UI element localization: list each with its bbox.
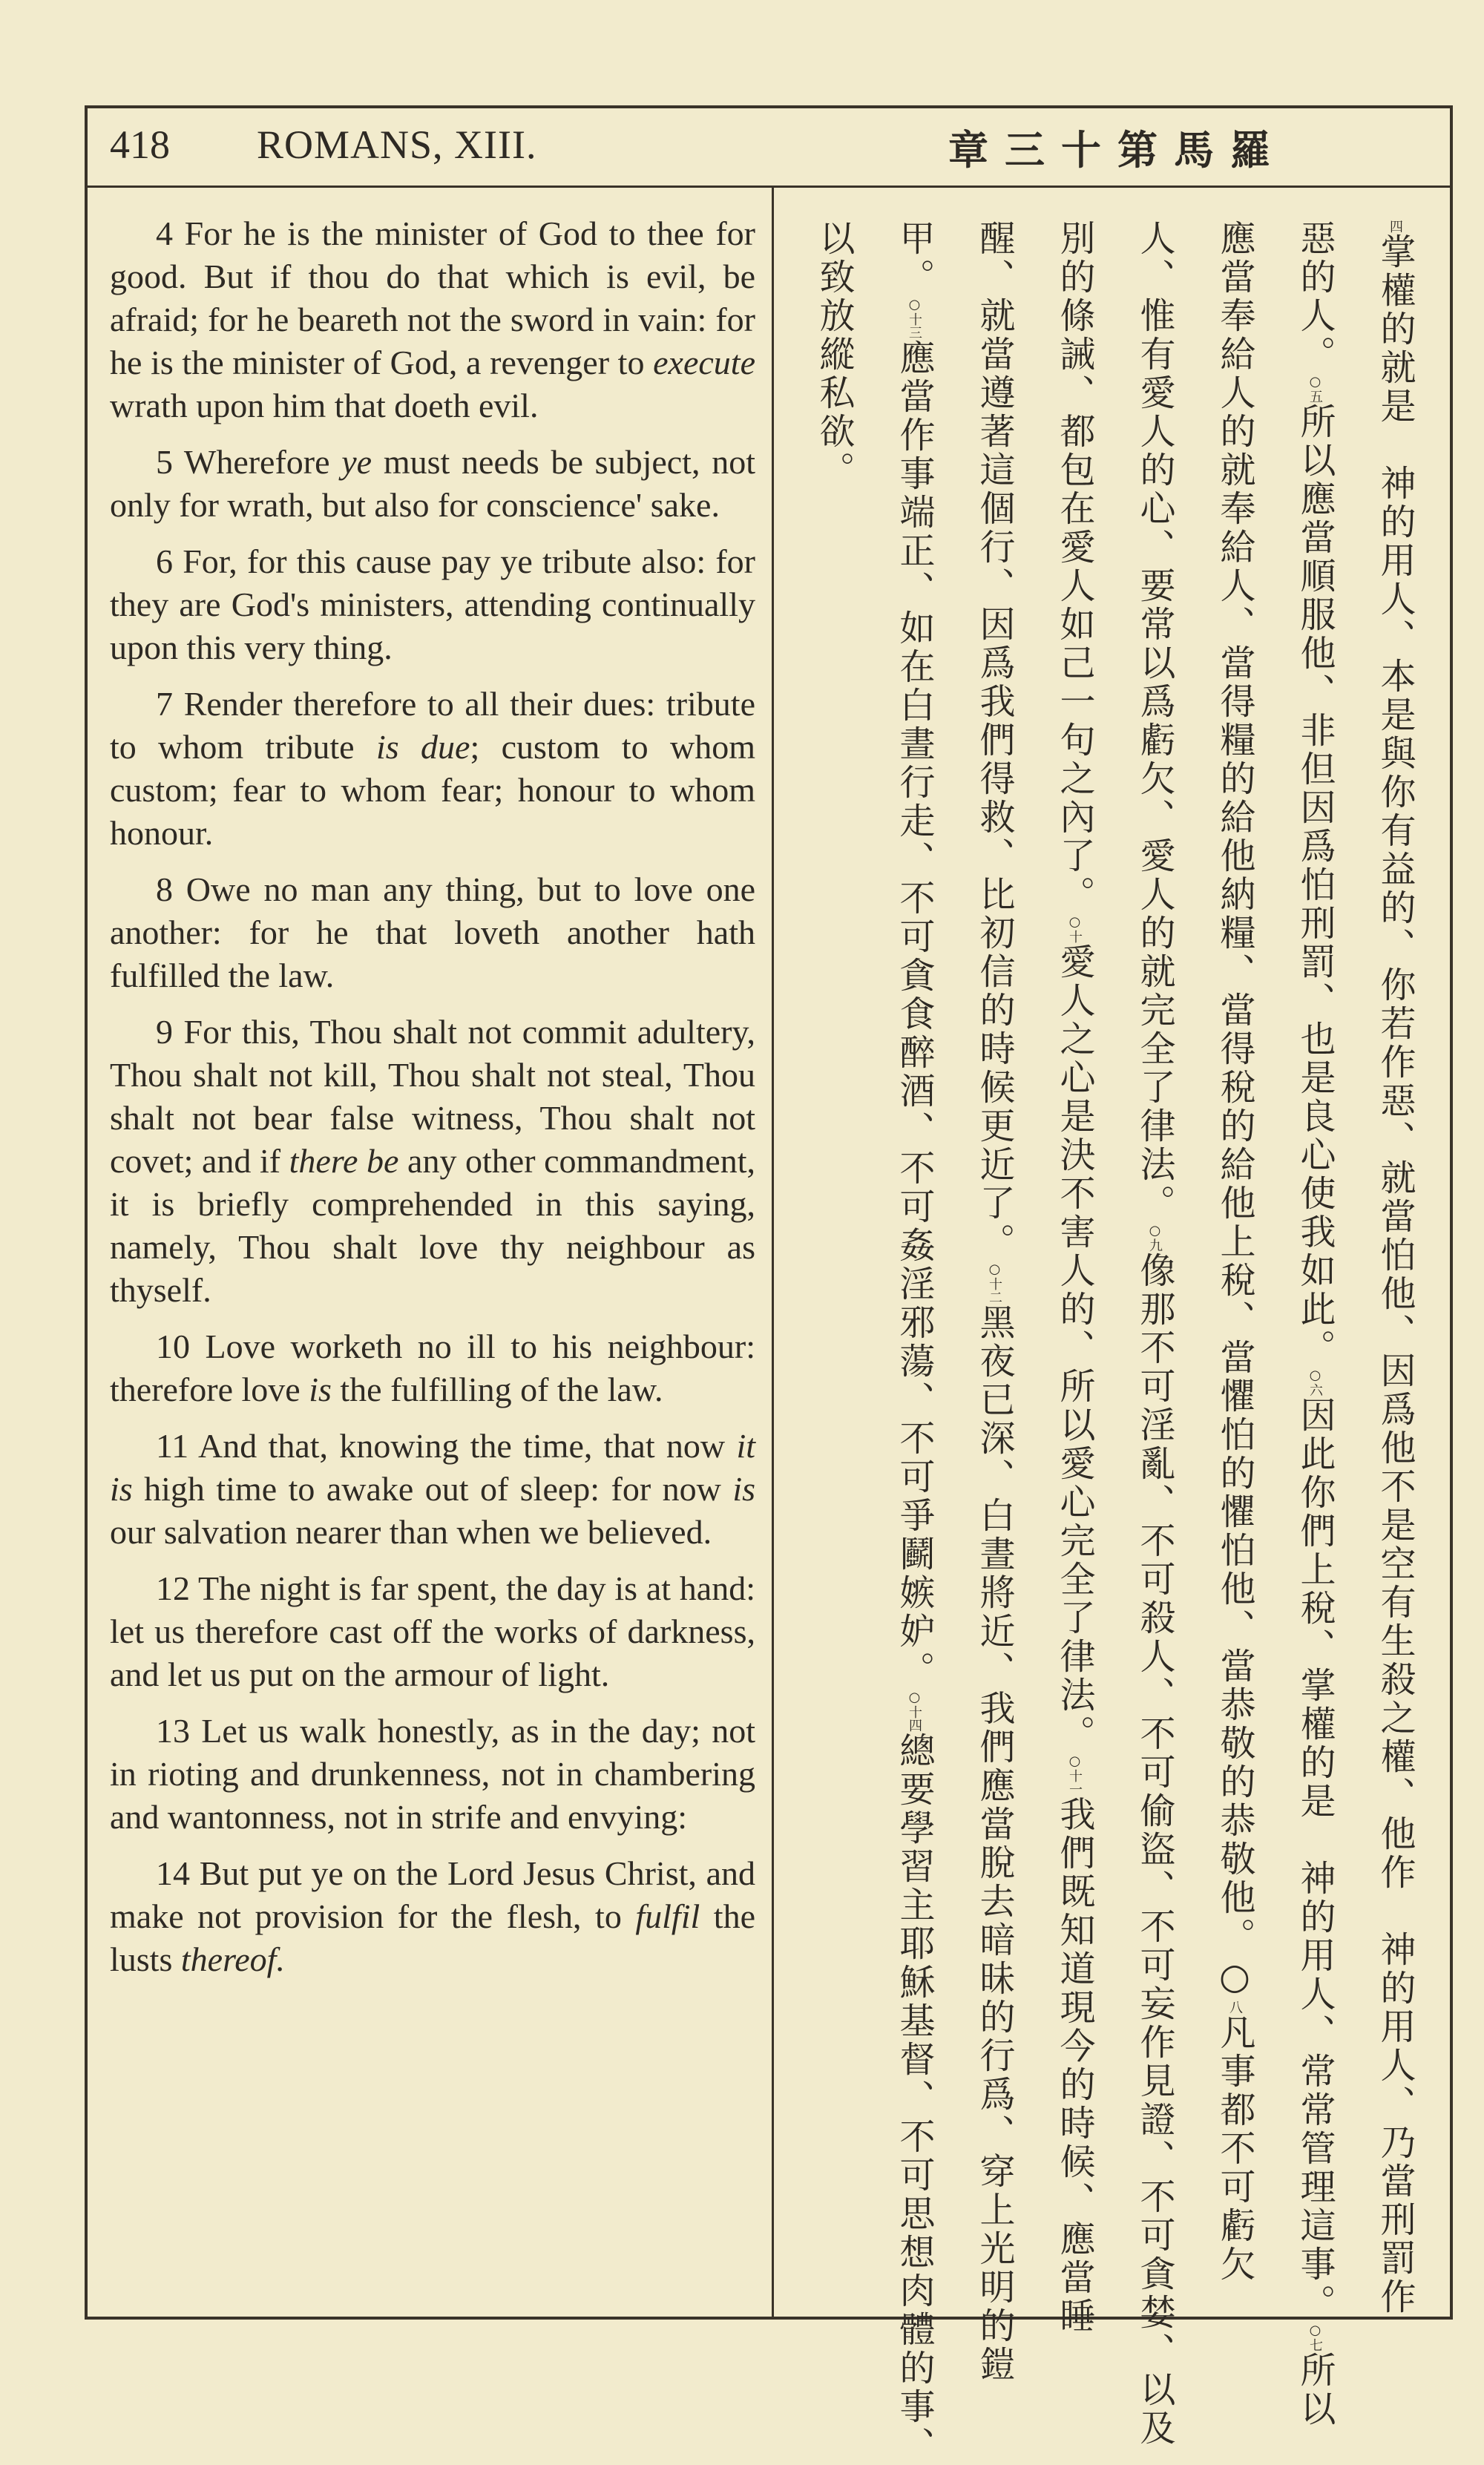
verse-text: 8 Owe no man any thing, but to love one another: for he that loveth another hath fulfilled the law. — [110, 870, 755, 994]
italic-text: there be — [289, 1142, 399, 1180]
chinese-text: 黑夜已深、白晝將近、我們應當脫去暗昧的行爲、穿上光明的鎧 — [974, 1304, 1015, 2384]
verse-paragraph — [110, 1567, 755, 1696]
verse-marker: ○十三 — [907, 297, 922, 339]
chinese-column — [1275, 220, 1355, 2429]
chinese-text: 愛人之心是決不害人的、所以愛心完全了律法。 — [1054, 943, 1095, 1753]
verse-text: 12 The night is far spent, the day is at hand: let us therefore cast off the works of darkness, and let us put on the armour of light. — [110, 1569, 755, 1693]
verse-marker: ○十一 — [1067, 1753, 1083, 1796]
verse-text: must needs be subject, not only for wrath, but also for conscience' sake. — [110, 443, 755, 524]
chinese-text: 應當奉給人的就奉給人、當得糧的給他納糧、當得稅的給他上稅、當懼怕的懼怕他、當恭敬的恭敬他。○ — [1214, 220, 1255, 2000]
verse-marker: ○十 — [1067, 914, 1083, 943]
chinese-column — [1114, 220, 1195, 2448]
chinese-text: 因此你們上稅、掌權的是 神的用人、常常管理這事。 — [1294, 1396, 1336, 2323]
english-text-column — [110, 212, 755, 1995]
verse-text: the fulfilling of the law. — [331, 1371, 663, 1408]
italic-text: execute — [653, 344, 755, 381]
verse-marker: ○九 — [1147, 1223, 1163, 1252]
page-frame — [85, 105, 1453, 2465]
verse-text: the lusts — [110, 1897, 755, 1978]
verse-text: any other commandment, it is briefly comprehended in this saying, namely, Thou shalt love thy neighbour as thyself. — [110, 1142, 755, 1309]
italic-text: is — [309, 1371, 332, 1408]
chinese-text: 別的條誡、都包在愛人如己一句之內了。 — [1054, 220, 1095, 914]
chinese-text: 所以應當順服他、非但因爲怕刑罰、也是良心使我如此。 — [1294, 403, 1336, 1368]
chinese-column — [1195, 220, 1275, 2287]
verse-text: 11 And that, knowing the time, that now — [156, 1427, 737, 1465]
chinese-text: 甲。 — [893, 220, 935, 297]
verse-marker: 四 — [1388, 220, 1403, 233]
chinese-text: 人、惟有愛人的心、要常以爲虧欠、愛人的就完全了律法。 — [1134, 220, 1175, 1223]
verse-marker: ○六 — [1307, 1368, 1323, 1396]
verse-marker: ○七 — [1307, 2323, 1323, 2351]
chinese-text: 醒、就當遵著這個行、因爲我們得救、比初信的時候更近了。 — [974, 220, 1015, 1261]
chinese-text: 總要學習主耶穌基督、不可思想肉體的事、 — [893, 1732, 935, 2465]
verse-marker: ○五 — [1307, 374, 1323, 403]
verse-paragraph — [110, 1710, 755, 1839]
verse-paragraph — [110, 212, 755, 427]
chinese-column — [874, 220, 954, 2465]
chinese-text: 應當作事端正、如在白晝行走、不可貪食醉酒、不可姦淫邪蕩、不可爭鬬嫉妒。 — [893, 339, 935, 1690]
italic-text: ye — [341, 443, 372, 481]
verse-text: ; custom to whom custom; fear to whom fear; honour to whom honour. — [110, 728, 755, 852]
chinese-column — [1355, 220, 1435, 2317]
italic-text: thereof. — [180, 1940, 285, 1978]
column-divider — [772, 186, 774, 2317]
verse-paragraph — [110, 1852, 755, 1981]
verse-marker: 八 — [1227, 2000, 1243, 2014]
verse-text: 6 For, for this cause pay ye tribute also: for they are God's ministers, attending continually upon this very thing. — [110, 542, 755, 666]
chinese-column — [794, 220, 874, 2287]
verse-paragraph — [110, 1011, 755, 1312]
page-number: 418 — [110, 122, 170, 167]
chinese-text-column — [792, 220, 1435, 2465]
verse-paragraph — [110, 1325, 755, 1411]
chinese-text: 我們既知道現今的時候、應當睡 — [1054, 1796, 1095, 2336]
chinese-text: 惡的人。 — [1294, 220, 1336, 374]
chinese-text: 凡事都不可虧欠 — [1214, 2014, 1255, 2284]
verse-marker: ○十四 — [907, 1690, 922, 1732]
page-header — [88, 108, 1450, 188]
chinese-text: 像那不可淫亂、不可殺人、不可偷盜、不可妄作見證、不可貪婪、以及 — [1134, 1252, 1175, 2448]
verse-text: 10 Love worketh no ill to his neighbour: therefore love — [110, 1327, 755, 1408]
verse-paragraph — [110, 540, 755, 669]
verse-text: 4 For he is the minister of God to thee for good. But if thou do that which is evil, be afraid; for he beareth not the sword in vain: for he is the minister of God, a revenger to — [110, 214, 755, 381]
running-title: ROMANS, XIII. — [257, 122, 537, 167]
verse-text: our salvation nearer than when we believed. — [110, 1513, 712, 1551]
verse-text: wrath upon him that doeth evil. — [110, 387, 539, 424]
verse-text: 9 For this, Thou shalt not commit adultery, Thou shalt not kill, Thou shalt not steal, Thou shalt not bear false witness, Thou shalt not covet; and if — [110, 1013, 755, 1180]
verse-paragraph — [110, 683, 755, 855]
verse-paragraph — [110, 1425, 755, 1554]
verse-paragraph — [110, 441, 755, 527]
italic-text: fulfil — [635, 1897, 700, 1935]
chinese-column — [954, 220, 1034, 2384]
verse-text: 14 But put ye on the Lord Jesus Christ, and make not provision for the flesh, to — [110, 1854, 755, 1935]
chinese-text: 所以 — [1294, 2351, 1336, 2429]
verse-text: 13 Let us walk honestly, as in the day; not in rioting and drunkenness, not in chambering and wantonness, not in strife and envying: — [110, 1712, 755, 1836]
italic-text: it is — [110, 1427, 755, 1508]
italic-text: is — [732, 1470, 755, 1508]
italic-text: is due — [375, 728, 470, 766]
chinese-text: 掌權的就是 神的用人、本是與你有益的、你若作惡、就當怕他、因爲他不是空有生殺之權、他作 神的用人、乃當刑罰作 — [1374, 233, 1416, 2317]
verse-marker: ○十二 — [987, 1261, 1002, 1304]
chinese-text: 以致放縱私欲。 — [813, 220, 855, 490]
chinese-title: 羅馬第十三章 — [948, 127, 1287, 174]
verse-text: 5 Wherefore — [156, 443, 342, 481]
chinese-column — [1034, 220, 1114, 2336]
verse-text: 7 Render therefore to all their dues: tribute to whom tribute — [110, 685, 755, 766]
verse-paragraph — [110, 868, 755, 997]
verse-text: high time to awake out of sleep: for now — [132, 1470, 733, 1508]
